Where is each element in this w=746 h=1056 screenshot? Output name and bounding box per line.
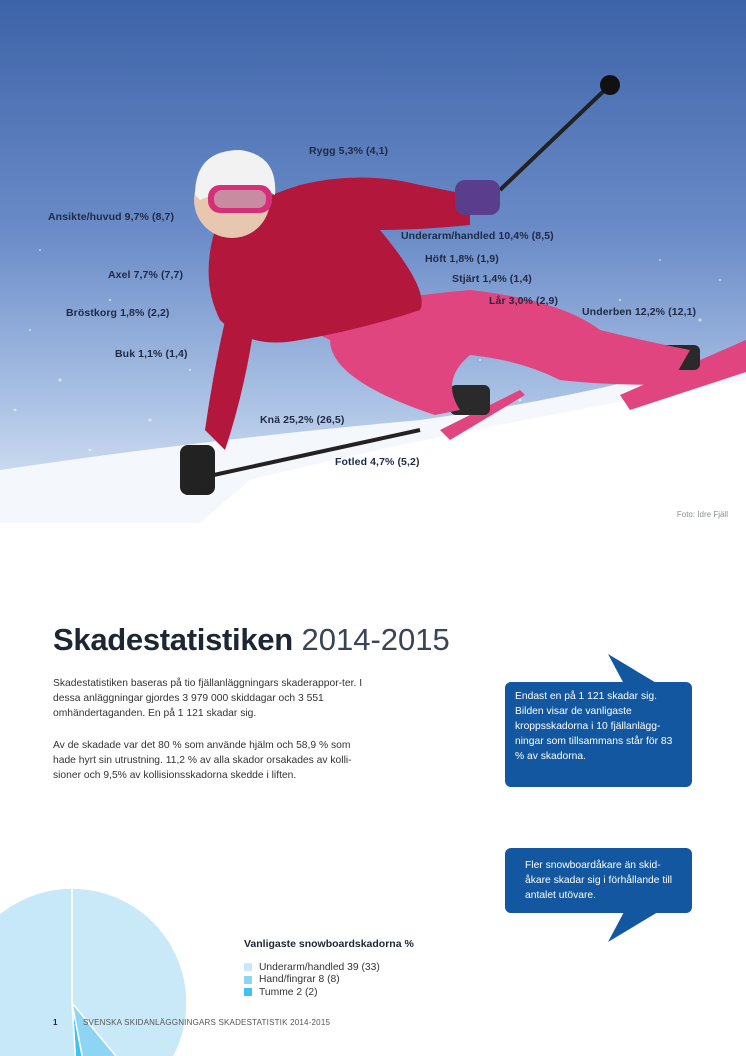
title-year: 2014-2015: [301, 622, 450, 657]
label-axel: Axel 7,7% (7,7): [108, 269, 184, 281]
legend-item: [244, 986, 380, 998]
stats-paragraph: Av de skadade var det 80 % som använde hjälm och 58,9 % som hade hyrt sin utrustning. 11,2 % av alla skador orsakades av kolli-sioner och 9,5% av kollisionsskadorna skedde i liften.: [53, 740, 352, 781]
legend-swatch: [244, 988, 252, 996]
skier-illustration: [0, 0, 746, 523]
pie-slice-remainder: [0, 888, 79, 1056]
legend-item: [244, 974, 380, 986]
page-number: 1: [53, 1018, 58, 1027]
label-fotled: Fotled 4,7% (5,2): [335, 456, 420, 468]
callout-tail-top: [606, 654, 660, 684]
page-title: [53, 622, 450, 658]
label-rygg: Rygg 5,3% (4,1): [309, 145, 389, 157]
label-stjart: Stjärt 1,4% (1,4): [452, 273, 532, 285]
legend-swatch: [244, 976, 252, 984]
intro-paragraph: Skadestatistiken baseras på tio fjällanläggningars skaderappor-ter. I dessa anläggningar gjordes 3 979 000 skiddagar och 3 551 omhändertaganden. En på 1 121 skadar sig.: [53, 678, 363, 719]
photo-credit: Foto: Idre Fjäll: [676, 510, 728, 519]
label-buk: Buk 1,1% (1,4): [115, 348, 188, 360]
chart-legend: [244, 961, 380, 999]
footer-text: SVENSKA SKIDANLÄGGNINGARS SKADESTATISTIK 2014-2015: [83, 1018, 331, 1027]
label-ansikte-huvud: Ansikte/huvud 9,7% (8,7): [48, 211, 175, 223]
legend-label: Tumme 2 (2): [259, 986, 318, 998]
legend-label: Hand/fingrar 8 (8): [259, 974, 340, 985]
legend-title: Vanligaste snowboardskadorna %: [244, 938, 414, 950]
label-kna: Knä 25,2% (26,5): [260, 414, 345, 426]
label-hoft: Höft 1,8% (1,9): [425, 253, 499, 265]
callout-bubble-2: Fler snowboardåkare än skid-åkare skadar sig i förhållande till antalet utövare.: [505, 848, 692, 913]
label-lar: Lår 3,0% (2,9): [489, 295, 559, 307]
hero-photo: [0, 0, 746, 523]
legend-label: Underarm/handled 39 (33): [259, 961, 380, 973]
title-main: Skadestatistiken: [53, 622, 293, 657]
callout-bubble-1: Endast en på 1 121 skadar sig. Bilden visar de vanligaste kroppsskadorna i 10 fjällanlägg-ningar som tillsammans står för 83 % av skadorna.: [505, 682, 692, 787]
callout-tail-bottom: [606, 912, 660, 942]
legend-swatch: [244, 963, 252, 971]
legend-item: [244, 961, 380, 973]
label-brostkorg: Bröstkorg 1,8% (2,2): [66, 307, 170, 319]
label-underben: Underben 12,2% (12,1): [582, 306, 697, 318]
label-underarm-handled: Underarm/handled 10,4% (8,5): [401, 230, 554, 242]
